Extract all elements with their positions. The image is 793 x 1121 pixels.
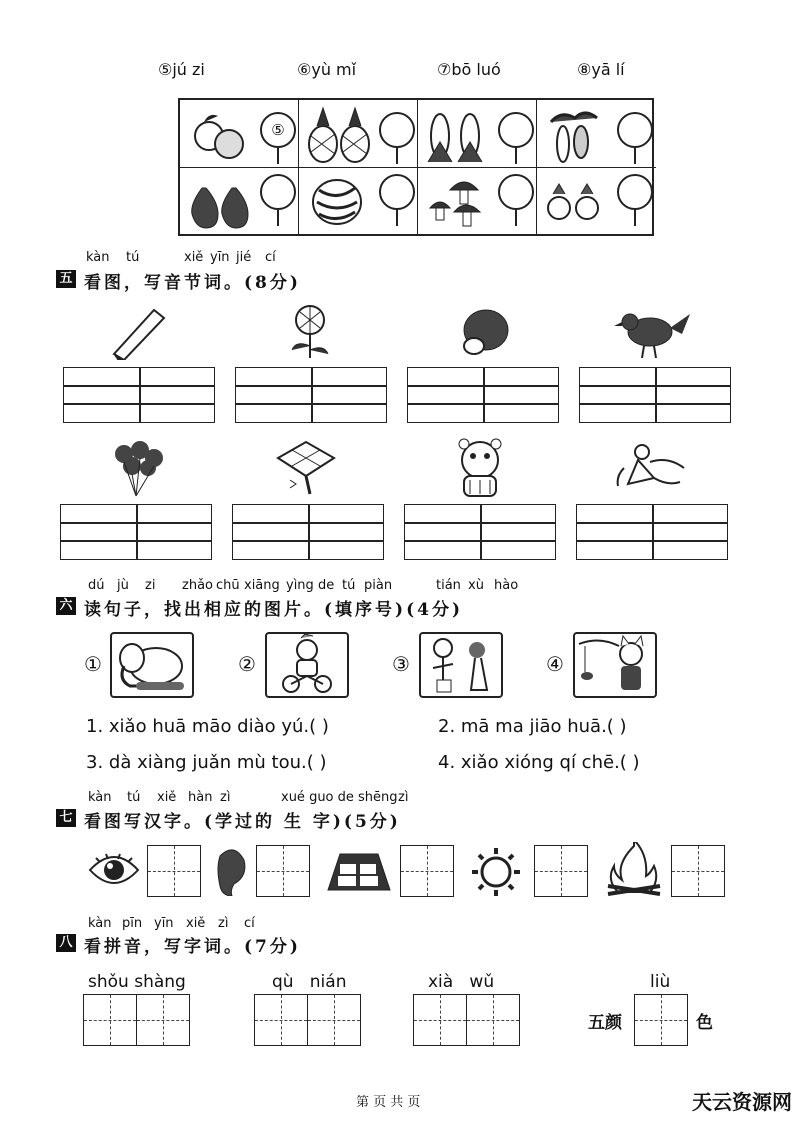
answer-balloon[interactable]: [498, 112, 534, 148]
pinyin: yīn: [154, 916, 174, 931]
bear-bicycle-picture: [265, 632, 349, 698]
answer-balloon[interactable]: [617, 174, 653, 210]
girl-flower-icon: [421, 634, 501, 696]
answer-balloon[interactable]: [379, 112, 415, 148]
pinyin-ci: cí: [265, 250, 276, 265]
writing-grid[interactable]: [404, 504, 556, 560]
pinyin: zì: [398, 790, 409, 805]
pinyin: zì: [220, 790, 231, 805]
cat-fishing-icon: [575, 634, 655, 696]
tian-grid[interactable]: [256, 845, 310, 897]
cell-watermelon: [299, 168, 418, 236]
section-7-badge: 七: [56, 809, 76, 827]
pinyin: de: [318, 578, 335, 593]
sun-icon: [470, 846, 522, 898]
word-4-suffix: 色: [696, 1013, 713, 1033]
answer-balloon[interactable]: [617, 112, 653, 148]
tian-grid[interactable]: [147, 845, 201, 897]
pinyin: hàn: [188, 790, 213, 805]
pinyin-kan: kàn: [86, 250, 110, 265]
pinyin: xiě: [186, 916, 206, 931]
pic-3-number: ③: [392, 652, 410, 676]
pinyin-yin: yīn: [210, 250, 230, 265]
cell-corn: [418, 100, 537, 168]
pinyin: hào: [494, 578, 519, 593]
tian-grid[interactable]: [413, 994, 467, 1046]
pinyin: jù: [117, 578, 129, 593]
picture-grid: [178, 98, 654, 236]
cell-orange: [180, 100, 299, 168]
option-5: ⑤jú zi: [158, 60, 205, 79]
pear-icon: [182, 174, 257, 234]
pinyin: cí: [244, 916, 255, 931]
writing-grid[interactable]: [60, 504, 212, 560]
crow-icon: [614, 304, 694, 360]
pinyin: shēng: [358, 790, 398, 805]
word-4-pinyin: liù: [650, 972, 671, 992]
pinyin-jie: jié: [236, 250, 252, 265]
section-5-badge: 五: [56, 270, 76, 288]
pinyin-xie: xiě: [184, 250, 204, 265]
pinyin: tú: [127, 790, 141, 805]
pinyin: piàn: [364, 578, 393, 593]
watermelon-icon: [305, 172, 380, 232]
sentence-3: 3. dà xiàng juǎn mù tou.( ): [86, 752, 327, 773]
pencil-icon: [108, 304, 172, 360]
writing-grid[interactable]: [235, 367, 387, 423]
answer-balloon[interactable]: [260, 174, 296, 210]
word-1-pinyin: shǒu shàng: [88, 972, 186, 992]
pinyin: tú: [342, 578, 356, 593]
tian-grid[interactable]: [307, 994, 361, 1046]
tian-grid[interactable]: [466, 994, 520, 1046]
tian-grid[interactable]: [400, 845, 454, 897]
writing-grid[interactable]: [579, 367, 731, 423]
pic-4-number: ④: [546, 652, 564, 676]
cell-pear: [180, 168, 299, 236]
word-3-pinyin: xià wǔ: [428, 972, 495, 992]
watermark: 天云资源网: [692, 1090, 792, 1114]
writing-grid[interactable]: [576, 504, 728, 560]
section-8-title: 看拼音，写字词。(7分): [84, 937, 301, 957]
word-4-prefix: 五颜: [588, 1013, 622, 1033]
pinyin: kàn: [88, 790, 112, 805]
section-5-title: 看图，写音节词。(8分): [84, 273, 301, 293]
tiger-icon: [452, 438, 508, 498]
girl-flower-picture: [419, 632, 503, 698]
orange-icon: [184, 106, 254, 166]
pinyin: kàn: [88, 916, 112, 931]
option-7: ⑦bō luó: [437, 60, 501, 79]
pinyin-tu: tú: [126, 250, 140, 265]
eggplant-icon: [541, 102, 611, 166]
cabbage-icon: [458, 304, 514, 360]
writing-grid[interactable]: [407, 367, 559, 423]
pinyin: xiāng: [244, 578, 280, 593]
answer-balloon[interactable]: [498, 174, 534, 210]
elephant-picture: [110, 632, 194, 698]
tian-grid[interactable]: [254, 994, 308, 1046]
radish-icon: [541, 174, 616, 234]
section-8-badge: 八: [56, 934, 76, 952]
pinyin: pīn: [122, 916, 143, 931]
writing-grid[interactable]: [232, 504, 384, 560]
sentence-1: 1. xiǎo huā māo diào yú.( ): [86, 716, 329, 737]
tian-grid[interactable]: [534, 845, 588, 897]
elephant-icon: [112, 634, 192, 696]
cell-radish: [537, 168, 656, 236]
pinyin: zì: [218, 916, 229, 931]
section-6-badge: 六: [56, 597, 76, 615]
writing-grid[interactable]: [63, 367, 215, 423]
eye-icon: [88, 850, 140, 890]
flying-figure-icon: [614, 438, 690, 498]
balloons-icon: [110, 440, 168, 498]
cell-pineapple: [299, 100, 418, 168]
pinyin: zhǎo: [182, 578, 213, 593]
cat-fishing-picture: [573, 632, 657, 698]
pinyin: xiě: [157, 790, 177, 805]
pinyin: xù: [468, 578, 484, 593]
tian-grid[interactable]: [671, 845, 725, 897]
option-6: ⑥yù mǐ: [297, 60, 357, 79]
corn-icon: [422, 102, 497, 166]
sentence-2: 2. mā ma jiāo huā.( ): [438, 716, 627, 737]
option-8: ⑧yā lí: [577, 60, 625, 79]
answer-balloon[interactable]: [379, 174, 415, 210]
cell-eggplant: [537, 100, 656, 168]
pinyin: zi: [145, 578, 156, 593]
answer-balloon[interactable]: ⑤: [260, 112, 296, 148]
bear-bicycle-icon: [267, 634, 347, 696]
sentence-4: 4. xiǎo xióng qí chē.( ): [438, 752, 640, 773]
tian-grid[interactable]: [136, 994, 190, 1046]
pic-1-number: ①: [84, 652, 102, 676]
kite-icon: [274, 436, 338, 496]
pinyin: yìng: [286, 578, 314, 593]
pinyin: chū: [216, 578, 240, 593]
section-7-title: 看图写汉字。(学过的 生 字)(5分): [84, 812, 401, 832]
tian-grid[interactable]: [634, 994, 688, 1046]
fire-icon: [604, 842, 664, 898]
pineapple-icon: [303, 104, 378, 164]
mushroom-icon: [424, 172, 499, 232]
pinyin: dú: [88, 578, 105, 593]
word-2-pinyin: qù nián: [272, 972, 347, 992]
pinyin: xué guo de: [281, 790, 354, 805]
page-footer: 第 页 共 页: [356, 1095, 421, 1110]
cell-mushroom: [418, 168, 537, 236]
section-6-title: 读句子，找出相应的图片。(填序号)(4分): [84, 600, 464, 620]
pic-2-number: ②: [238, 652, 256, 676]
chrysanthemum-icon: [286, 302, 336, 360]
field-icon: [326, 844, 392, 896]
ear-icon: [212, 846, 248, 896]
tian-grid[interactable]: [83, 994, 137, 1046]
pinyin: tián: [436, 578, 461, 593]
